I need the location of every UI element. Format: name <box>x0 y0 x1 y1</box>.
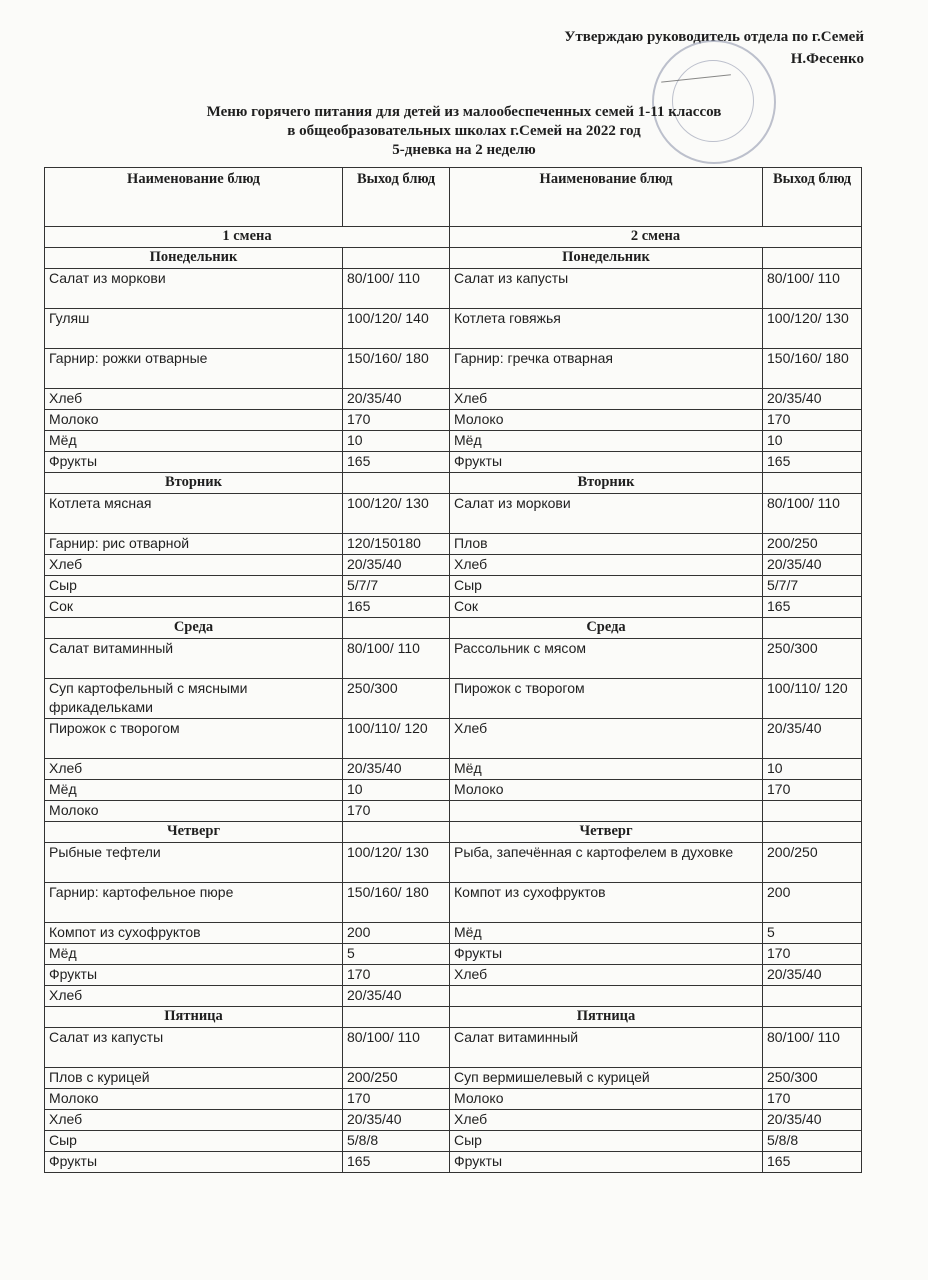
dish-output-shift-2: 165 <box>763 452 862 473</box>
dish-output-shift-2: 100/110/ 120 <box>763 679 862 719</box>
dish-output-shift-2: 20/35/40 <box>763 719 862 759</box>
dish-output-shift-1: 170 <box>343 1089 450 1110</box>
table-row <box>45 555 862 576</box>
dish-name-shift-1: Гарнир: картофельное пюре <box>45 883 343 923</box>
header-name-1: Наименование блюд <box>45 168 343 227</box>
dish-name-shift-1: Гуляш <box>45 309 343 349</box>
dish-output-shift-2: 20/35/40 <box>763 1110 862 1131</box>
dish-name-shift-2: Компот из сухофруктов <box>450 883 763 923</box>
table-row <box>45 452 862 473</box>
dish-name-shift-2: Мёд <box>450 923 763 944</box>
dish-name-shift-1: Рыбные тефтели <box>45 843 343 883</box>
day-empty-cell <box>343 822 450 843</box>
dish-name-shift-2: Хлеб <box>450 1110 763 1131</box>
approval-title: Утверждаю руководитель отдела по г.Семей <box>564 29 864 45</box>
dish-output-shift-1: 170 <box>343 410 450 431</box>
day-empty-cell <box>343 248 450 269</box>
dish-output-shift-2: 150/160/ 180 <box>763 349 862 389</box>
table-row <box>45 1089 862 1110</box>
dish-output-shift-1: 10 <box>343 780 450 801</box>
dish-output-shift-2: 200/250 <box>763 534 862 555</box>
dish-output-shift-1: 5/8/8 <box>343 1131 450 1152</box>
dish-output-shift-2: 200 <box>763 883 862 923</box>
dish-name-shift-1: Плов с курицей <box>45 1068 343 1089</box>
day-row <box>45 473 862 494</box>
dish-output-shift-2: 250/300 <box>763 639 862 679</box>
dish-output-shift-1: 150/160/ 180 <box>343 883 450 923</box>
day-row <box>45 248 862 269</box>
dish-name-shift-2: Суп вермишелевый с курицей <box>450 1068 763 1089</box>
table-row <box>45 576 862 597</box>
dish-name-shift-1: Салат из капусты <box>45 1028 343 1068</box>
dish-name-shift-1: Хлеб <box>45 1110 343 1131</box>
dish-output-shift-1: 5 <box>343 944 450 965</box>
dish-name-shift-2: Молоко <box>450 410 763 431</box>
table-row <box>45 679 862 719</box>
approval-signer: Н.Фесенко <box>790 51 864 67</box>
dish-output-shift-2: 20/35/40 <box>763 965 862 986</box>
dish-output-shift-2: 80/100/ 110 <box>763 1028 862 1068</box>
dish-name-shift-2: Котлета говяжья <box>450 309 763 349</box>
dish-name-shift-1: Сок <box>45 597 343 618</box>
dish-output-shift-2: 20/35/40 <box>763 555 862 576</box>
dish-output-shift-2 <box>763 801 862 822</box>
table-row <box>45 639 862 679</box>
shift-2-label: 2 смена <box>450 227 862 248</box>
dish-output-shift-1: 5/7/7 <box>343 576 450 597</box>
day-empty-cell <box>343 1007 450 1028</box>
dish-output-shift-1: 20/35/40 <box>343 555 450 576</box>
table-row <box>45 1068 862 1089</box>
dish-name-shift-2: Гарнир: гречка отварная <box>450 349 763 389</box>
dish-output-shift-1: 150/160/ 180 <box>343 349 450 389</box>
day-label-shift-1: Понедельник <box>45 248 343 269</box>
dish-output-shift-1: 200/250 <box>343 1068 450 1089</box>
table-row <box>45 494 862 534</box>
dish-output-shift-1: 200 <box>343 923 450 944</box>
dish-name-shift-1: Мёд <box>45 431 343 452</box>
dish-output-shift-1: 100/110/ 120 <box>343 719 450 759</box>
dish-output-shift-2 <box>763 986 862 1007</box>
dish-name-shift-2: Хлеб <box>450 555 763 576</box>
dish-output-shift-2: 100/120/ 130 <box>763 309 862 349</box>
day-empty-cell <box>763 248 862 269</box>
dish-output-shift-2: 250/300 <box>763 1068 862 1089</box>
dish-name-shift-1: Молоко <box>45 410 343 431</box>
table-row <box>45 349 862 389</box>
day-label-shift-2: Четверг <box>450 822 763 843</box>
document-title <box>0 103 928 160</box>
dish-name-shift-2: Рыба, запечённая с картофелем в духовке <box>450 843 763 883</box>
day-label-shift-1: Четверг <box>45 822 343 843</box>
dish-name-shift-2: Хлеб <box>450 965 763 986</box>
dish-name-shift-1: Молоко <box>45 801 343 822</box>
dish-output-shift-1: 165 <box>343 1152 450 1173</box>
title-line-2: в общеобразовательных школах г.Семей на 2022 год <box>287 123 641 139</box>
dish-name-shift-2: Фрукты <box>450 1152 763 1173</box>
dish-name-shift-1: Фрукты <box>45 965 343 986</box>
dish-name-shift-2: Рассольник с мясом <box>450 639 763 679</box>
dish-name-shift-2: Хлеб <box>450 389 763 410</box>
dish-output-shift-2: 5/7/7 <box>763 576 862 597</box>
day-label-shift-2: Понедельник <box>450 248 763 269</box>
day-empty-cell <box>343 618 450 639</box>
dish-output-shift-2: 165 <box>763 597 862 618</box>
table-row <box>45 923 862 944</box>
dish-output-shift-1: 20/35/40 <box>343 389 450 410</box>
day-empty-cell <box>763 1007 862 1028</box>
dish-output-shift-1: 100/120/ 130 <box>343 494 450 534</box>
table-row <box>45 759 862 780</box>
day-label-shift-1: Пятница <box>45 1007 343 1028</box>
table-row <box>45 534 862 555</box>
dish-name-shift-2: Салат из капусты <box>450 269 763 309</box>
dish-output-shift-2: 10 <box>763 431 862 452</box>
dish-name-shift-1: Хлеб <box>45 389 343 410</box>
dish-name-shift-1: Сыр <box>45 576 343 597</box>
dish-name-shift-1: Пирожок с творогом <box>45 719 343 759</box>
dish-output-shift-1: 170 <box>343 965 450 986</box>
dish-output-shift-2: 5 <box>763 923 862 944</box>
table-header-row <box>45 168 862 227</box>
dish-output-shift-2: 80/100/ 110 <box>763 494 862 534</box>
dish-name-shift-2: Сыр <box>450 1131 763 1152</box>
dish-name-shift-1: Салат из моркови <box>45 269 343 309</box>
table-row <box>45 883 862 923</box>
table-row <box>45 1131 862 1152</box>
dish-name-shift-1: Мёд <box>45 780 343 801</box>
dish-name-shift-2: Сыр <box>450 576 763 597</box>
table-row <box>45 410 862 431</box>
dish-name-shift-2: Салат витаминный <box>450 1028 763 1068</box>
dish-output-shift-1: 20/35/40 <box>343 986 450 1007</box>
day-row <box>45 618 862 639</box>
menu-table <box>44 167 862 1173</box>
table-row <box>45 1028 862 1068</box>
dish-output-shift-2: 170 <box>763 944 862 965</box>
header-name-2: Наименование блюд <box>450 168 763 227</box>
dish-name-shift-2: Сок <box>450 597 763 618</box>
dish-name-shift-1: Молоко <box>45 1089 343 1110</box>
table-row <box>45 1110 862 1131</box>
dish-output-shift-1: 80/100/ 110 <box>343 639 450 679</box>
table-row <box>45 597 862 618</box>
dish-output-shift-2: 170 <box>763 410 862 431</box>
dish-output-shift-1: 20/35/40 <box>343 1110 450 1131</box>
day-empty-cell <box>763 618 862 639</box>
dish-name-shift-1: Компот из сухофруктов <box>45 923 343 944</box>
table-row <box>45 431 862 452</box>
dish-output-shift-1: 100/120/ 140 <box>343 309 450 349</box>
day-row <box>45 1007 862 1028</box>
day-label-shift-2: Среда <box>450 618 763 639</box>
menu-table-body <box>45 227 862 1173</box>
dish-name-shift-1: Мёд <box>45 944 343 965</box>
dish-output-shift-2: 10 <box>763 759 862 780</box>
dish-name-shift-1: Хлеб <box>45 555 343 576</box>
dish-name-shift-1: Хлеб <box>45 986 343 1007</box>
dish-name-shift-1: Фрукты <box>45 1152 343 1173</box>
header-out-2: Выход блюд <box>763 168 862 227</box>
day-label-shift-2: Вторник <box>450 473 763 494</box>
table-row <box>45 986 862 1007</box>
table-row <box>45 719 862 759</box>
dish-output-shift-1: 10 <box>343 431 450 452</box>
day-label-shift-1: Среда <box>45 618 343 639</box>
day-empty-cell <box>763 822 862 843</box>
day-row <box>45 822 862 843</box>
dish-output-shift-2: 170 <box>763 780 862 801</box>
dish-output-shift-1: 120/150180 <box>343 534 450 555</box>
dish-name-shift-2: Молоко <box>450 780 763 801</box>
dish-output-shift-1: 165 <box>343 452 450 473</box>
dish-name-shift-2 <box>450 801 763 822</box>
header-out-1: Выход блюд <box>343 168 450 227</box>
dish-name-shift-1: Хлеб <box>45 759 343 780</box>
dish-output-shift-1: 80/100/ 110 <box>343 269 450 309</box>
dish-output-shift-1: 100/120/ 130 <box>343 843 450 883</box>
day-label-shift-2: Пятница <box>450 1007 763 1028</box>
dish-name-shift-2: Плов <box>450 534 763 555</box>
table-row <box>45 801 862 822</box>
day-empty-cell <box>763 473 862 494</box>
dish-name-shift-1: Фрукты <box>45 452 343 473</box>
dish-name-shift-1: Гарнир: рожки отварные <box>45 349 343 389</box>
dish-output-shift-1: 250/300 <box>343 679 450 719</box>
table-row <box>45 1152 862 1173</box>
day-label-shift-1: Вторник <box>45 473 343 494</box>
dish-name-shift-2: Молоко <box>450 1089 763 1110</box>
table-row <box>45 780 862 801</box>
table-row <box>45 944 862 965</box>
dish-output-shift-2: 165 <box>763 1152 862 1173</box>
dish-name-shift-1: Суп картофельный с мясными фрикадельками <box>45 679 343 719</box>
dish-output-shift-2: 80/100/ 110 <box>763 269 862 309</box>
dish-name-shift-1: Салат витаминный <box>45 639 343 679</box>
title-line-1: Меню горячего питания для детей из малообеспеченных семей 1-11 классов <box>206 104 722 120</box>
dish-name-shift-1: Гарнир: рис отварной <box>45 534 343 555</box>
dish-name-shift-2 <box>450 986 763 1007</box>
dish-name-shift-2: Мёд <box>450 431 763 452</box>
dish-output-shift-2: 20/35/40 <box>763 389 862 410</box>
dish-output-shift-2: 5/8/8 <box>763 1131 862 1152</box>
dish-output-shift-2: 170 <box>763 1089 862 1110</box>
table-row <box>45 843 862 883</box>
dish-name-shift-2: Мёд <box>450 759 763 780</box>
title-line-3: 5-дневка на 2 неделю <box>392 142 536 158</box>
table-row <box>45 269 862 309</box>
dish-name-shift-2: Хлеб <box>450 719 763 759</box>
shift-1-label: 1 смена <box>45 227 450 248</box>
dish-output-shift-1: 80/100/ 110 <box>343 1028 450 1068</box>
dish-name-shift-2: Фрукты <box>450 944 763 965</box>
table-row <box>45 389 862 410</box>
dish-name-shift-2: Фрукты <box>450 452 763 473</box>
shift-row <box>45 227 862 248</box>
dish-output-shift-1: 20/35/40 <box>343 759 450 780</box>
dish-output-shift-1: 165 <box>343 597 450 618</box>
table-row <box>45 309 862 349</box>
dish-name-shift-2: Салат из моркови <box>450 494 763 534</box>
day-empty-cell <box>343 473 450 494</box>
dish-name-shift-1: Котлета мясная <box>45 494 343 534</box>
dish-output-shift-1: 170 <box>343 801 450 822</box>
table-row <box>45 965 862 986</box>
dish-output-shift-2: 200/250 <box>763 843 862 883</box>
dish-name-shift-1: Сыр <box>45 1131 343 1152</box>
dish-name-shift-2: Пирожок с творогом <box>450 679 763 719</box>
